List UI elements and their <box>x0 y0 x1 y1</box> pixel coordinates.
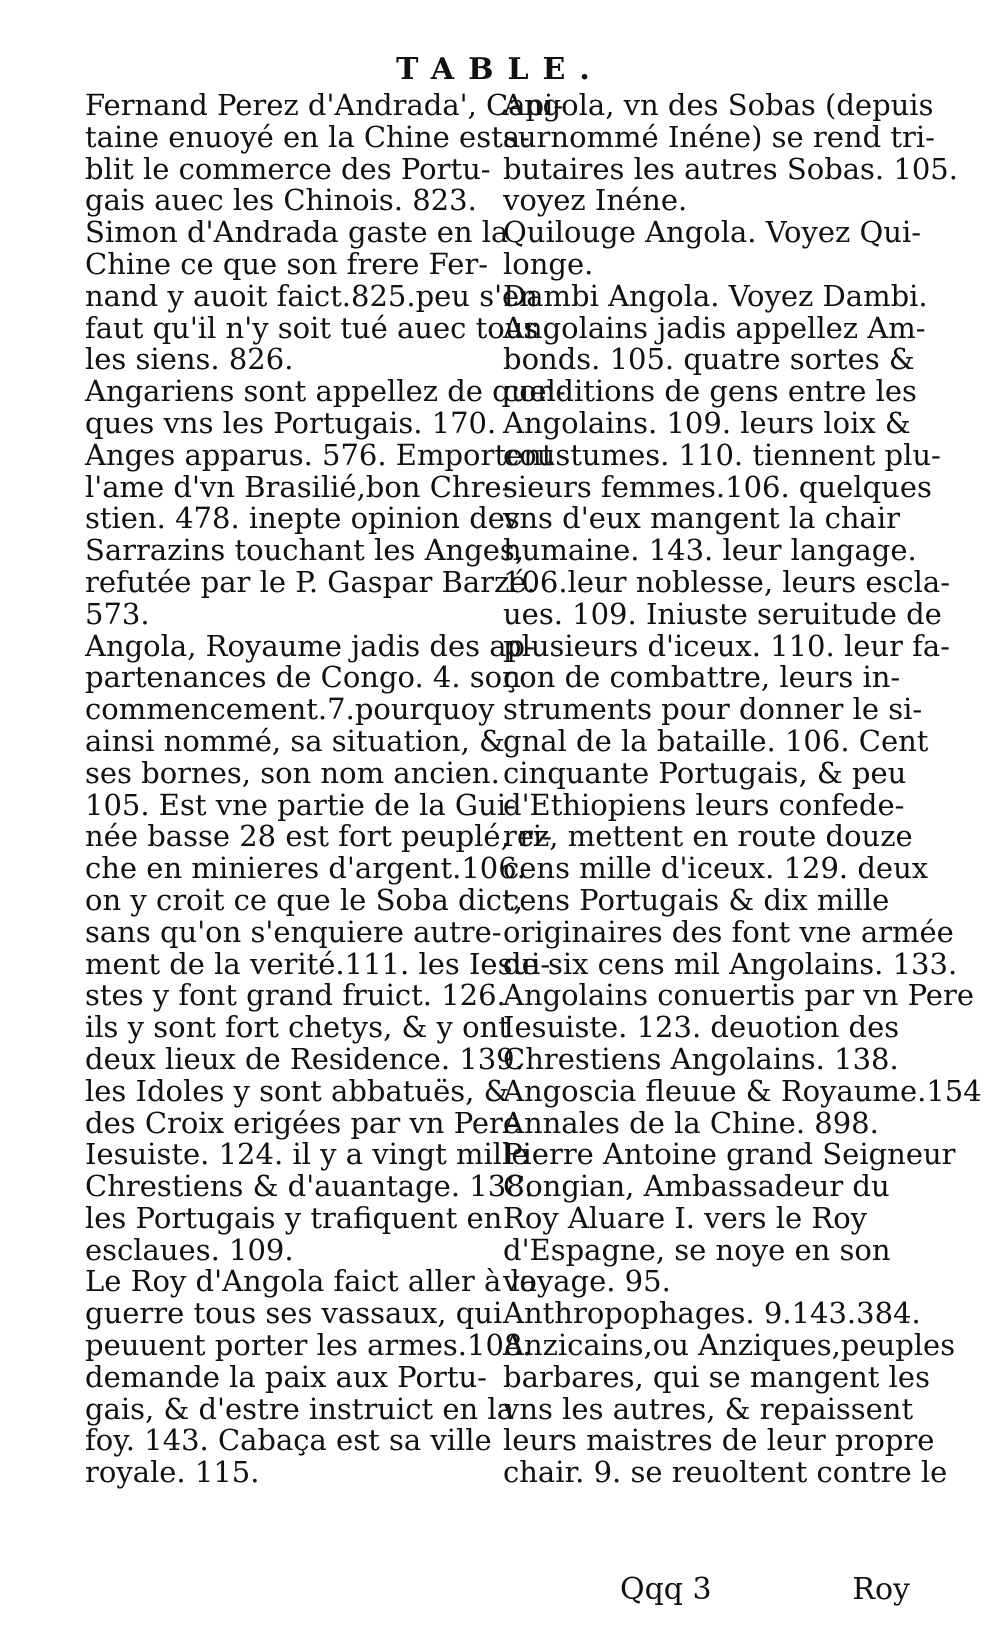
index-line: rez, mettent en route douze <box>503 819 913 854</box>
index-line: nand y auoit faict.825.peu s'en <box>85 278 538 313</box>
index-line: bonds. 105. quatre sortes & <box>503 342 915 377</box>
right-column <box>503 88 982 1490</box>
index-line: Anges apparus. 576. Emportent <box>85 437 554 472</box>
index-line: Iesuiste. 123. deuotion des <box>503 1010 900 1045</box>
index-entry <box>85 628 552 1267</box>
index-line: chair. 9. se reuoltent contre le <box>503 1455 948 1490</box>
index-line: on y croit ce que le Soba dict, <box>85 882 523 917</box>
index-line: Simon d'Andrada gaste en la <box>85 215 509 250</box>
index-line: longe. <box>503 246 594 281</box>
index-line: Pierre Antoine grand Seigneur <box>503 1137 956 1172</box>
index-line: Anthropophages. 9.143.384. <box>503 1296 921 1331</box>
index-line: cinquante Portugais, & peu <box>503 755 907 790</box>
index-line: partenances de Congo. 4. son <box>85 660 521 695</box>
index-line: cens mille d'iceux. 129. deux <box>503 851 929 886</box>
index-line: sieurs femmes.106. quelques <box>503 469 932 504</box>
index-line: ques vns les Portugais. 170. <box>85 405 497 440</box>
index-line: gais auec les Chinois. 823. <box>85 183 477 218</box>
index-line: conditions de gens entre les <box>503 374 917 409</box>
index-line: de six cens mil Angolains. 133. <box>503 946 958 981</box>
index-line: plusieurs d'iceux. 110. leur fa- <box>503 628 950 663</box>
index-entry <box>85 88 564 218</box>
index-line: 573. <box>85 596 150 631</box>
index-line: che en minieres d'argent.106. <box>85 851 526 886</box>
index-entry <box>503 1073 982 1108</box>
index-line: barbares, qui se mangent les <box>503 1359 930 1394</box>
index-line: gnal de la bataille. 106. Cent <box>503 723 929 758</box>
index-line: née basse 28 est fort peuplé, ri- <box>85 819 552 854</box>
page-header: TABLE. <box>396 52 604 87</box>
index-line: refutée par le P. Gaspar Barzé. <box>85 564 536 599</box>
index-line: 106.leur noblesse, leurs escla- <box>503 564 950 599</box>
index-line: Angolains. 109. leurs loix & <box>503 405 911 440</box>
index-line: royale. 115. <box>85 1455 260 1490</box>
index-entry <box>503 1328 956 1490</box>
index-line: originaires des font vne armée <box>503 914 954 949</box>
index-line: deux lieux de Residence. 139. <box>85 1041 524 1076</box>
index-line: Iesuiste. 124. il y a vingt mille <box>85 1137 529 1172</box>
index-line: demande la paix aux Portu- <box>85 1359 487 1394</box>
index-line: esclaues. 109. <box>85 1232 294 1267</box>
index-line: vns d'eux mangent la chair <box>503 501 900 536</box>
index-entry <box>503 310 958 981</box>
index-line: faut qu'il n'y soit tué auec tous <box>85 310 539 345</box>
index-line: Quilouge Angola. Voyez Qui- <box>503 215 922 250</box>
index-line: les siens. 826. <box>85 342 294 377</box>
index-entry <box>85 1264 538 1490</box>
index-line: voyez Inéne. <box>503 183 688 218</box>
index-line: butaires les autres Sobas. 105. <box>503 151 958 186</box>
index-entry <box>503 978 974 1076</box>
index-line: Angola, vn des Sobas (depuis <box>503 88 934 122</box>
index-line: cens Portugais & dix mille <box>503 882 890 917</box>
index-line: Anzicains,ou Anziques,peuples <box>503 1328 956 1363</box>
index-line: ment de la verité.111. les Iesui- <box>85 946 551 981</box>
index-line: Annales de la Chine. 898. <box>503 1105 879 1140</box>
index-line: Le Roy d'Angola faict aller à la <box>85 1264 538 1299</box>
index-line: struments pour donner le si- <box>503 692 923 727</box>
index-line: ainsi nommé, sa situation, & <box>85 723 505 758</box>
index-line: stien. 478. inepte opinion des <box>85 501 520 536</box>
index-line: Dambi Angola. Voyez Dambi. <box>503 278 928 313</box>
index-line: 105. Est vne partie de la Gui- <box>85 787 516 822</box>
index-entry <box>85 215 539 377</box>
index-line: surnommé Inéne) se rend tri- <box>503 119 935 154</box>
index-line: Angola, Royaume jadis des ap- <box>85 628 535 663</box>
index-line: commencement.7.pourquoy <box>85 692 495 727</box>
index-line: taine enuoyé en la Chine esta- <box>85 119 530 154</box>
index-line: ils y sont fort chetys, & y ont <box>85 1010 510 1045</box>
index-line: d'Espagne, se noye en son <box>503 1232 891 1267</box>
index-line: Chine ce que son frere Fer- <box>85 246 489 281</box>
index-line: Angolains jadis appellez Am- <box>503 310 926 345</box>
signature-mark: Qqq 3 <box>620 1572 712 1607</box>
index-entry <box>503 88 958 218</box>
index-line: stes y font grand fruict. 126. <box>85 978 506 1013</box>
index-line: humaine. 143. leur langage. <box>503 533 917 568</box>
index-line: Roy Aluare I. vers le Roy <box>503 1200 868 1235</box>
index-line: Congian, Ambassadeur du <box>503 1169 890 1204</box>
index-line: blit le commerce des Portu- <box>85 151 491 186</box>
index-line: les Idoles y sont abbatuës, & <box>85 1073 510 1108</box>
index-line: Angariens sont appellez de quel- <box>85 374 566 409</box>
index-line: Fernand Perez d'Andrada', Capi- <box>85 88 564 122</box>
catchword: Roy <box>852 1572 910 1607</box>
index-line: Chrestiens & d'auantage. 138. <box>85 1169 534 1204</box>
index-line: leurs maistres de leur propre <box>503 1423 935 1458</box>
index-entry <box>503 1296 921 1331</box>
index-line: gais, & d'estre instruict en la <box>85 1391 514 1426</box>
index-line: çon de combattre, leurs in- <box>503 660 901 695</box>
index-line: Angolains conuertis par vn Pere <box>503 978 974 1013</box>
index-line: des Croix erigées par vn Pere <box>85 1105 521 1140</box>
index-line: Chrestiens Angolains. 138. <box>503 1041 899 1076</box>
index-line: Angoscia fleuue & Royaume.154 <box>503 1073 982 1108</box>
index-line: peuuent porter les armes.108. <box>85 1328 532 1363</box>
index-line: ues. 109. Iniuste seruitude de <box>503 596 942 631</box>
index-line: d'Ethiopiens leurs confede- <box>503 787 905 822</box>
page-footer <box>620 1572 910 1607</box>
index-line: l'ame d'vn Brasilié,bon Chre- <box>85 469 512 504</box>
index-entry <box>503 278 928 313</box>
index-line: ses bornes, son nom ancien. <box>85 755 500 790</box>
index-entry <box>85 374 566 440</box>
index-entry <box>503 1105 903 1140</box>
index-line: sans qu'on s'enquiere autre- <box>85 914 502 949</box>
index-line: guerre tous ses vassaux, qui <box>85 1296 503 1331</box>
index-line: vns les autres, & repaissent <box>503 1391 914 1426</box>
index-line: les Portugais y trafiquent en <box>85 1200 503 1235</box>
index-entry <box>503 1137 956 1299</box>
index-line: foy. 143. Cabaça est sa ville <box>85 1423 492 1458</box>
index-line: Sarrazins touchant les Anges, <box>85 533 525 568</box>
index-entry <box>503 215 922 281</box>
index-line: coustumes. 110. tiennent plu- <box>503 437 941 472</box>
index-line: voyage. 95. <box>503 1264 671 1299</box>
index-entry <box>85 437 554 631</box>
